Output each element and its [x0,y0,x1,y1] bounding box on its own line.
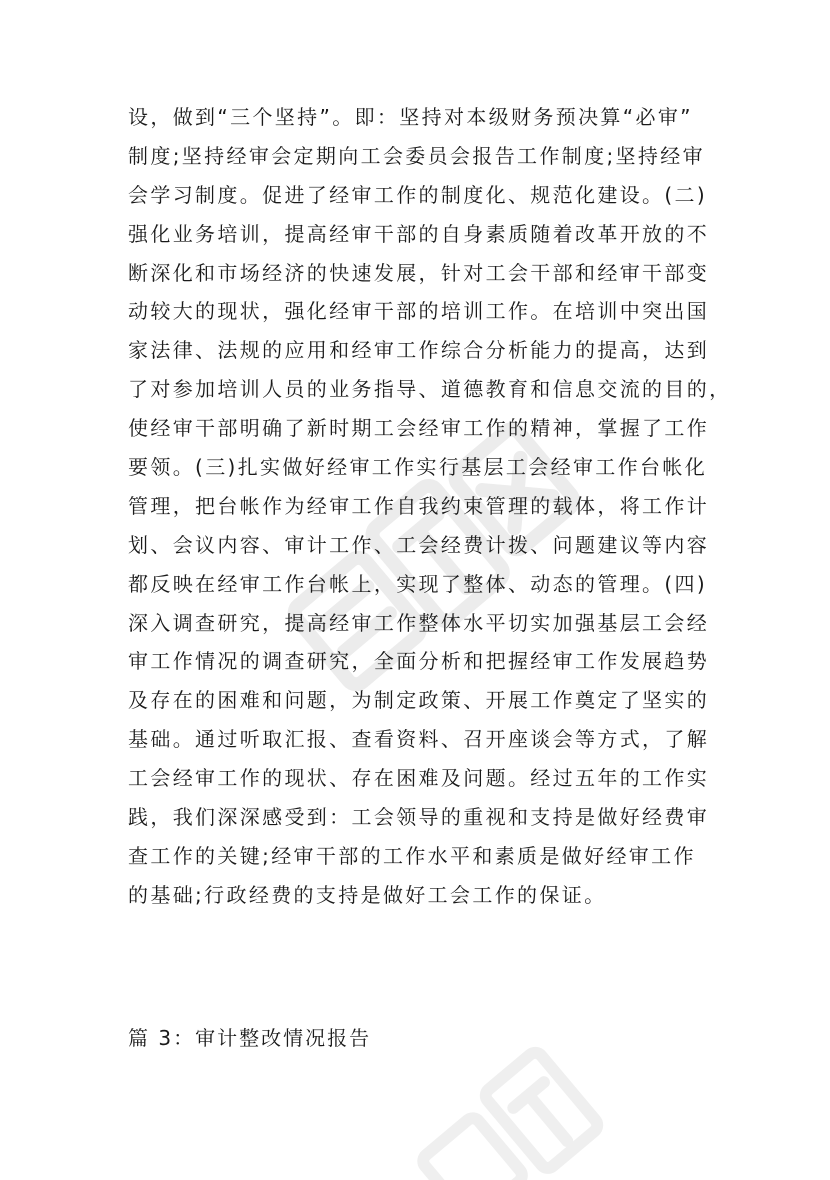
text-line: 践，我们深深感受到：工会领导的重视和支持是做好经费审 [128,805,710,830]
text-line: 查工作的关键;经审干部的工作水平和素质是做好经审工作 [128,843,696,868]
text-line: 划、会议内容、审计工作、工会经费计拨、问题建议等内容 [128,532,710,557]
text-line: 设，做到“三个坚持”。即：坚持对本级财务预决算“必审” [128,105,693,129]
text-line: 家法律、法规的应用和经审工作综合分析能力的提高，达到 [128,338,710,363]
text-line: 会学习制度。促进了经审工作的制度化、规范化建设。(二) [128,182,708,207]
text-line: 制度;坚持经审会定期向工会委员会报告工作制度;坚持经审 [128,143,705,168]
text-line: 了对参加培训人员的业务指导、道德教育和信息交流的目的， [128,377,732,402]
section-heading: 篇 3：审计整改情况报告 [128,1026,372,1050]
text-line: 审工作情况的调查研究，全面分析和把握经审工作发展趋势 [128,649,710,674]
text-line: 都反映在经审工作台帐上，实现了整体、动态的管理。(四) [128,571,708,596]
text-line: 工会经审工作的现状、存在困难及问题。经过五年的工作实 [128,766,710,791]
text-line: 基础。通过听取汇报、查看资料、召开座谈会等方式，了解 [128,727,710,752]
text-line: 及存在的困难和问题，为制定政策、开展工作奠定了坚实的 [128,688,710,713]
text-line: 管理，把台帐作为经审工作自我约束管理的载体，将工作计 [128,493,710,518]
watermark-fragment-icon [380,1020,680,1180]
text-line: 动较大的现状，强化经审干部的培训工作。在培训中突出国 [128,299,710,324]
text-line: 的基础;行政经费的支持是做好工会工作的保证。 [128,882,607,907]
text-line: 深入调查研究，提高经审工作整体水平切实加强基层工会经 [128,610,710,635]
text-line: 强化业务培训，提高经审干部的自身素质随着改革开放的不 [128,221,710,246]
body-paragraph [128,98,732,915]
text-line: 使经审干部明确了新时期工会经审工作的精神，掌握了工作 [128,416,710,441]
text-line: 要领。(三)扎实做好经审工作实行基层工会经审工作台帐化 [128,455,708,480]
text-line: 断深化和市场经济的快速发展，针对工会干部和经审干部变 [128,260,710,285]
